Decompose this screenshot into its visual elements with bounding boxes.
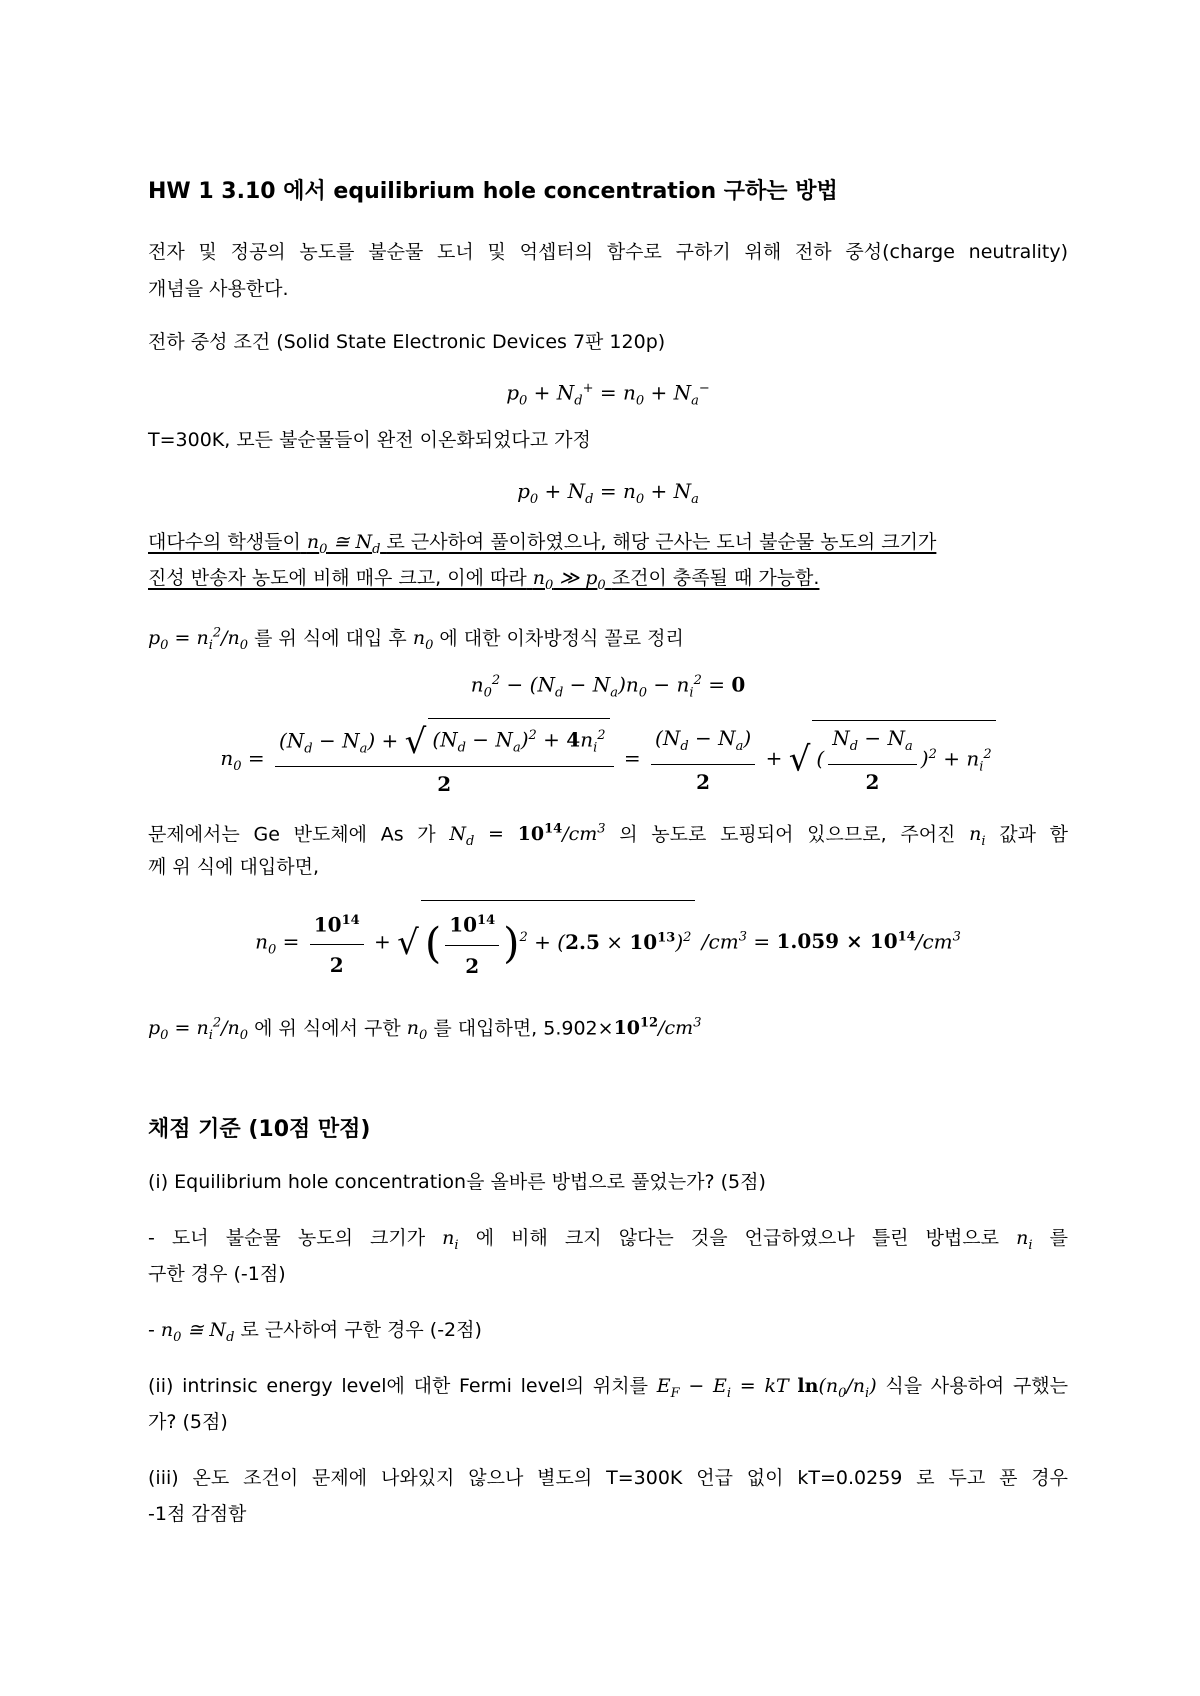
criteria-i-b-prefix: - (148, 1319, 155, 1341)
note-line2-suffix: 조건이 충족될 때 가능함. (611, 567, 820, 589)
ni-symbol-3: $n_i$ (1016, 1227, 1033, 1253)
approx-n0-nd-2: $n_0$ ≅ $N_d$ (160, 1319, 235, 1345)
criteria-i-a-text-b: 에 비해 크지 않다는 것을 언급하였으나 틀린 방법으로 (475, 1227, 1000, 1249)
criteria-i-b (148, 1318, 1068, 1350)
criteria-i-a-text-a: - 도너 불순물 농도의 크기가 (148, 1227, 426, 1249)
criteria-i-a-line-2: 구한 경우 (-1점) (148, 1263, 286, 1285)
numeric-substitution: $n_0$ = $\frac{10^{14}}{2}$ + √ ( $\frac{10^{14}}{2}$ )$^2 + (2.5 \times 10^{13})^2$ $/cm^3 = 1.059 \times 10^{14}/cm^3$ (148, 900, 1068, 986)
p0-result-exponent: $10^{12}/cm^3$ (613, 1016, 702, 1040)
criteria-ii-text-b: 식을 사용하여 구했는 (885, 1375, 1069, 1397)
quadratic-equation: $n_0^2 - (N_d - N_a)n_0 - n_i^2 = 0$ (470, 672, 746, 701)
note-line2-prefix: 진성 반송자 농도에 비해 매우 크고, 이에 따라 (148, 567, 527, 589)
fermi-equation: $E_F - E_i$ = kT $\ln(n_0/n_i)$ (656, 1375, 877, 1401)
page-title: HW 1 3.10 에서 equilibrium hole concentration 구하는 방법 (148, 179, 838, 204)
problem-statement-line-2: 께 위 식에 대입하면, (148, 856, 319, 878)
intro-line-1: 전자 및 정공의 농도를 불순물 도너 및 억셉터의 함수로 구하기 위해 전하 중성(charge neutrality) (148, 241, 1068, 263)
result-line (148, 1012, 1068, 1048)
quadratic-solution: $n_0$ = $\frac{(N_d - N_a) + √ (N_d - N_a)^2 + 4n_i^2}{2}$ = $\frac{(N_d - N_a)}{2}$ + √ ( $\frac{N_d - N_a}{2}$ )$^2 + n_i^2$ (148, 718, 1068, 801)
criteria-i-a-line-1 (148, 1226, 1068, 1258)
p0-relation-result: $p_0 = n_i^2/n_0$ (148, 1016, 249, 1044)
solution-fraction-1: $\frac{(N_d - N_a) + √ (N_d - N_a)^2 + 4n_i^2}{2}$ (275, 718, 614, 801)
problem-text-a: 문제에서는 Ge 반도체에 As 가 (148, 823, 436, 846)
criteria-ii-line-2: 가? (5점) (148, 1411, 228, 1433)
intro-line-2: 개념을 사용한다. (148, 278, 289, 300)
criteria-i-a-text-c: 를 (1049, 1227, 1069, 1249)
subst-text-a: 를 위 식에 대입 후 (254, 627, 407, 650)
subst-text-b: 에 대한 이차방정식 꼴로 정리 (439, 627, 684, 650)
solution-fraction-2: $\frac{(N_d - N_a)}{2}$ (651, 721, 755, 799)
n0-result: 1.059 (776, 929, 840, 954)
numeric-fraction-1: $\frac{10^{14}}{2}$ (310, 901, 364, 986)
ni-symbol-2: $n_i$ (442, 1227, 459, 1253)
condition-n0-gg-p0: $n_0$ ≫ $p_0$ (532, 567, 606, 593)
note-mid: 로 근사하여 풀이하였으나, 해당 근사는 도너 불순물 농도의 크기가 (386, 531, 937, 553)
criteria-iii-line-1: (iii) 온도 조건이 문제에 나와있지 않으나 별도의 T=300K 언급 없이 kT=0.0259 로 두고 푼 경우 (148, 1467, 1068, 1489)
neutrality-equation-ionized: $p_0 + N_d^+ = n_0 + N_a^-$ (506, 380, 710, 409)
criteria-iii-line-2: -1점 감점함 (148, 1503, 247, 1525)
n0-symbol-result: $n_0$ (406, 1017, 428, 1044)
approximation-note-line-2 (148, 566, 1068, 598)
nd-doping: $N_d = 10^{14}/cm^3$ (449, 822, 606, 850)
substitution-text (148, 622, 1068, 658)
result-text-b: 를 대입하면, 5.902× (433, 1017, 614, 1040)
ni-symbol: $n_i$ (969, 823, 986, 850)
criteria-i-b-suffix: 로 근사하여 구한 경우 (-2점) (240, 1319, 482, 1341)
neutrality-equation: $p_0 + N_d = n_0 + N_a$ (517, 479, 699, 507)
criteria-i: (i) Equilibrium hole concentration을 올바른 방법으로 풀었는가? (5점) (148, 1171, 766, 1193)
assumption-text: T=300K, 모든 불순물들이 완전 이온화되었다고 가정 (148, 429, 591, 451)
criteria-ii-text-a: (ii) intrinsic energy level에 대한 Fermi level의 위치를 (148, 1375, 648, 1397)
approximation-note-line-1 (148, 530, 1068, 562)
grading-heading: 채점 기준 (10점 만점) (148, 1117, 371, 1142)
neutrality-heading: 전하 중성 조건 (Solid State Electronic Devices 7판 120p) (148, 331, 666, 353)
problem-text-c: 값과 함 (999, 823, 1068, 846)
criteria-ii-line-1 (148, 1374, 1068, 1406)
problem-statement-line-1 (148, 818, 1068, 854)
p0-relation: $p_0 = n_i^2/n_0$ (148, 626, 249, 654)
problem-text-b: 의 농도로 도핑되어 있으므로, 주어진 (619, 823, 956, 846)
n0-symbol: $n_0$ (412, 627, 434, 654)
approx-n0-nd: $n_0$ ≅ $N_d$ (306, 531, 381, 557)
note-prefix: 대다수의 학생들이 (148, 531, 301, 553)
result-text-a: 에 위 식에서 구한 (254, 1017, 401, 1040)
